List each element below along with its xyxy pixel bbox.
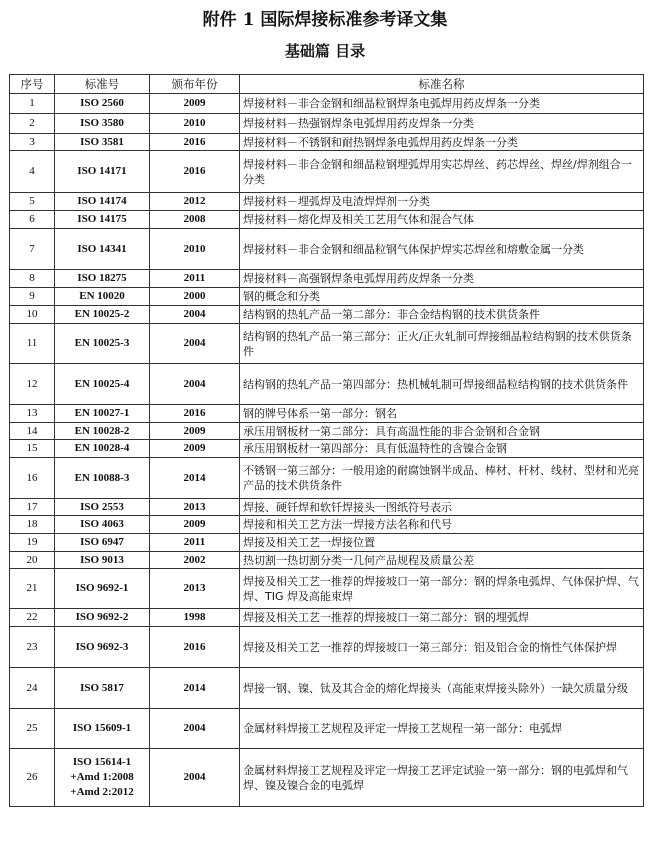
row-name: 焊接材料－不锈钢和耐热钢焊条电弧焊用药皮焊条一分类 bbox=[240, 134, 644, 151]
row-code bbox=[55, 306, 150, 324]
row-year: 2008 bbox=[150, 211, 240, 229]
row-year: 2016 bbox=[150, 151, 240, 193]
standard-code: ISO 9692-3 bbox=[75, 640, 129, 653]
row-code bbox=[55, 324, 150, 364]
row-seq: 10 bbox=[10, 306, 55, 324]
row-year: 1998 bbox=[150, 609, 240, 627]
standard-code: ISO 3580 bbox=[80, 117, 124, 129]
row-seq: 21 bbox=[10, 569, 55, 609]
table-row bbox=[10, 229, 644, 270]
row-code bbox=[55, 440, 150, 458]
row-year: 2013 bbox=[150, 569, 240, 609]
row-code bbox=[55, 609, 150, 627]
table-row bbox=[10, 134, 644, 151]
table-row bbox=[10, 709, 644, 749]
table-row bbox=[10, 458, 644, 499]
row-year: 2016 bbox=[150, 405, 240, 423]
row-name: 焊接材料－热强钢焊条电弧焊用药皮焊条一分类 bbox=[240, 114, 644, 134]
row-year: 2014 bbox=[150, 668, 240, 709]
header-seq: 序号 bbox=[10, 75, 55, 94]
row-year: 2002 bbox=[150, 552, 240, 569]
row-name: 焊接一钢、镍、钛及其合金的熔化焊接头（高能束焊接头除外）一缺欠质量分级 bbox=[240, 668, 644, 709]
row-name: 焊接材料－熔化焊及相关工艺用气体和混合气体 bbox=[240, 211, 644, 229]
table-body bbox=[10, 94, 644, 807]
row-name: 钢的概念和分类 bbox=[240, 288, 644, 306]
standard-code: ISO 4063 bbox=[80, 518, 124, 530]
row-name: 焊接及相关工艺一推荐的焊接坡口一第二部分：钢的埋弧焊 bbox=[240, 609, 644, 627]
table-row bbox=[10, 306, 644, 324]
standard-code: EN 10027-1 bbox=[74, 407, 130, 419]
standard-code: +Amd 2:2012 bbox=[70, 786, 134, 798]
table-row bbox=[10, 534, 644, 552]
row-name: 焊接和相关工艺方法一焊接方法名称和代号 bbox=[240, 516, 644, 534]
standard-code: ISO 5817 bbox=[80, 681, 124, 694]
row-year: 2012 bbox=[150, 193, 240, 211]
row-code bbox=[55, 134, 150, 151]
row-name: 焊接及相关工艺一推荐的焊接坡口一第一部分：钢的焊条电弧焊、气体保护焊、气焊、TIG 焊及高能束焊 bbox=[240, 569, 644, 609]
row-name: 结构钢的热轧产品一第四部分：热机械轧制可焊接细晶粒结构钢的技术供货条件 bbox=[240, 364, 644, 405]
row-code bbox=[55, 569, 150, 609]
table-row bbox=[10, 270, 644, 288]
row-seq: 22 bbox=[10, 609, 55, 627]
row-code bbox=[55, 534, 150, 552]
row-code bbox=[55, 364, 150, 405]
table-row bbox=[10, 405, 644, 423]
row-name: 不锈钢一第三部分：一般用途的耐腐蚀钢半成品、棒材、杆材、线材、型材和光亮产品的技术供货条件 bbox=[240, 458, 644, 499]
row-year: 2010 bbox=[150, 114, 240, 134]
row-code bbox=[55, 627, 150, 668]
document-subtitle: 基础篇 目录 bbox=[284, 42, 366, 60]
row-year: 2004 bbox=[150, 749, 240, 807]
row-code bbox=[55, 211, 150, 229]
row-code bbox=[55, 516, 150, 534]
table-row bbox=[10, 94, 644, 114]
row-code bbox=[55, 405, 150, 423]
standard-code: ISO 15609-1 bbox=[72, 722, 132, 734]
row-code bbox=[55, 552, 150, 569]
row-seq: 23 bbox=[10, 627, 55, 668]
row-name: 热切割一热切割分类一几何产品规程及质量公差 bbox=[240, 552, 644, 569]
table-row bbox=[10, 211, 644, 229]
row-code bbox=[55, 193, 150, 211]
table-row bbox=[10, 193, 644, 211]
table-row bbox=[10, 609, 644, 627]
standard-code: ISO 6947 bbox=[80, 536, 124, 548]
row-seq: 16 bbox=[10, 458, 55, 499]
row-name: 结构钢的热轧产品一第二部分：非合金结构钢的技术供货条件 bbox=[240, 306, 644, 324]
row-name: 钢的牌号体系一第一部分：钢名 bbox=[240, 405, 644, 423]
standard-code: ISO 2560 bbox=[80, 97, 124, 109]
row-year: 2000 bbox=[150, 288, 240, 306]
standard-code: EN 10025-4 bbox=[74, 377, 130, 390]
row-code bbox=[55, 668, 150, 709]
standard-code: EN 10088-3 bbox=[74, 471, 130, 484]
row-name: 焊接材料－非合金钢和细晶粒钢焊条电弧焊用药皮焊条一分类 bbox=[240, 94, 644, 114]
standard-code: ISO 14174 bbox=[77, 195, 127, 207]
row-code bbox=[55, 749, 150, 807]
table-row bbox=[10, 364, 644, 405]
document-title: 附件 1 国际焊接标准参考译文集 bbox=[202, 10, 448, 30]
row-code bbox=[55, 229, 150, 270]
row-code bbox=[55, 423, 150, 440]
row-year: 2009 bbox=[150, 94, 240, 114]
row-seq: 7 bbox=[10, 229, 55, 270]
standard-code: ISO 15614-1 bbox=[72, 756, 132, 768]
standard-code: ISO 9692-2 bbox=[75, 611, 129, 623]
row-seq: 3 bbox=[10, 134, 55, 151]
standard-code: EN 10020 bbox=[79, 290, 125, 302]
row-year: 2016 bbox=[150, 627, 240, 668]
standard-code: EN 10025-2 bbox=[74, 308, 130, 320]
table-row bbox=[10, 552, 644, 569]
standard-code: +Amd 1:2008 bbox=[70, 771, 134, 783]
header-year: 颁布年份 bbox=[150, 75, 240, 94]
row-year: 2009 bbox=[150, 440, 240, 458]
row-year: 2004 bbox=[150, 306, 240, 324]
table-row bbox=[10, 151, 644, 193]
row-seq: 5 bbox=[10, 193, 55, 211]
header-code: 标准号 bbox=[55, 75, 150, 94]
row-seq: 14 bbox=[10, 423, 55, 440]
row-name: 结构钢的热轧产品一第三部分：正火/正火轧制可焊接细晶粒结构钢的技术供货条件 bbox=[240, 324, 644, 364]
standard-code: ISO 3581 bbox=[80, 135, 124, 148]
row-year: 2004 bbox=[150, 324, 240, 364]
row-name: 承压用钢板材一第四部分：具有低温特性的含镍合金钢 bbox=[240, 440, 644, 458]
row-code bbox=[55, 709, 150, 749]
row-seq: 11 bbox=[10, 324, 55, 364]
row-name: 焊接材料－非合金钢和细晶粒钢气体保护焊实芯焊丝和熔敷金属一分类 bbox=[240, 229, 644, 270]
table-row bbox=[10, 668, 644, 709]
row-seq: 6 bbox=[10, 211, 55, 229]
standard-code: EN 10028-2 bbox=[74, 424, 130, 437]
row-seq: 12 bbox=[10, 364, 55, 405]
row-name: 焊接材料－高强钢焊条电弧焊用药皮焊条一分类 bbox=[240, 270, 644, 288]
row-year: 2009 bbox=[150, 423, 240, 440]
table-row bbox=[10, 569, 644, 609]
table-row bbox=[10, 288, 644, 306]
standard-code: ISO 18275 bbox=[77, 272, 127, 284]
row-seq: 9 bbox=[10, 288, 55, 306]
table-row bbox=[10, 627, 644, 668]
row-year: 2016 bbox=[150, 134, 240, 151]
row-code bbox=[55, 94, 150, 114]
row-seq: 26 bbox=[10, 749, 55, 807]
row-name: 焊接及相关工艺一焊接位置 bbox=[240, 534, 644, 552]
header-name: 标准名称 bbox=[240, 75, 644, 94]
standard-code: ISO 9013 bbox=[80, 553, 124, 566]
row-seq: 25 bbox=[10, 709, 55, 749]
row-year: 2010 bbox=[150, 229, 240, 270]
row-seq: 13 bbox=[10, 405, 55, 423]
standard-code: EN 10025-3 bbox=[74, 337, 130, 349]
row-year: 2011 bbox=[150, 534, 240, 552]
row-code bbox=[55, 288, 150, 306]
row-name: 金属材料焊接工艺规程及评定一焊接工艺评定试验一第一部分：钢的电弧焊和气焊、镍及镍合金的电弧焊 bbox=[240, 749, 644, 807]
row-seq: 17 bbox=[10, 499, 55, 516]
standards-table bbox=[9, 74, 644, 807]
row-seq: 20 bbox=[10, 552, 55, 569]
row-seq: 19 bbox=[10, 534, 55, 552]
standard-code: ISO 14175 bbox=[77, 213, 127, 225]
row-seq: 18 bbox=[10, 516, 55, 534]
row-code bbox=[55, 270, 150, 288]
row-seq: 2 bbox=[10, 114, 55, 134]
standard-code: ISO 14341 bbox=[77, 242, 127, 255]
table-row bbox=[10, 324, 644, 364]
row-name: 焊接材料－埋弧焊及电渣焊焊剂一分类 bbox=[240, 193, 644, 211]
table-row bbox=[10, 423, 644, 440]
row-name: 焊接材料－非合金钢和细晶粒钢埋弧焊用实芯焊丝、药芯焊丝、焊丝/焊剂组合一分类 bbox=[240, 151, 644, 193]
row-year: 2011 bbox=[150, 270, 240, 288]
row-name: 焊接及相关工艺一推荐的焊接坡口一第三部分：铝及铝合金的惰性气体保护焊 bbox=[240, 627, 644, 668]
row-year: 2014 bbox=[150, 458, 240, 499]
row-name: 金属材料焊接工艺规程及评定一焊接工艺规程一第一部分：电弧焊 bbox=[240, 709, 644, 749]
row-seq: 1 bbox=[10, 94, 55, 114]
table-row bbox=[10, 114, 644, 134]
row-year: 2004 bbox=[150, 709, 240, 749]
table-row bbox=[10, 499, 644, 516]
row-code bbox=[55, 499, 150, 516]
standard-code: ISO 9692-1 bbox=[75, 582, 129, 594]
row-seq: 8 bbox=[10, 270, 55, 288]
row-year: 2004 bbox=[150, 364, 240, 405]
standard-code: ISO 14171 bbox=[77, 165, 127, 177]
row-code bbox=[55, 458, 150, 499]
table-row bbox=[10, 516, 644, 534]
row-code bbox=[55, 114, 150, 134]
row-seq: 4 bbox=[10, 151, 55, 193]
row-seq: 24 bbox=[10, 668, 55, 709]
table-header-row bbox=[10, 75, 644, 94]
row-seq: 15 bbox=[10, 440, 55, 458]
row-name: 承压用钢板材一第二部分：具有高温性能的非合金钢和合金钢 bbox=[240, 423, 644, 440]
table-row bbox=[10, 749, 644, 807]
standard-code: ISO 2553 bbox=[80, 500, 124, 513]
row-year: 2013 bbox=[150, 499, 240, 516]
row-name: 焊接、硬钎焊和软钎焊接头一图纸符号表示 bbox=[240, 499, 644, 516]
standard-code: EN 10028-4 bbox=[74, 442, 130, 454]
row-year: 2009 bbox=[150, 516, 240, 534]
row-code bbox=[55, 151, 150, 193]
table-row bbox=[10, 440, 644, 458]
